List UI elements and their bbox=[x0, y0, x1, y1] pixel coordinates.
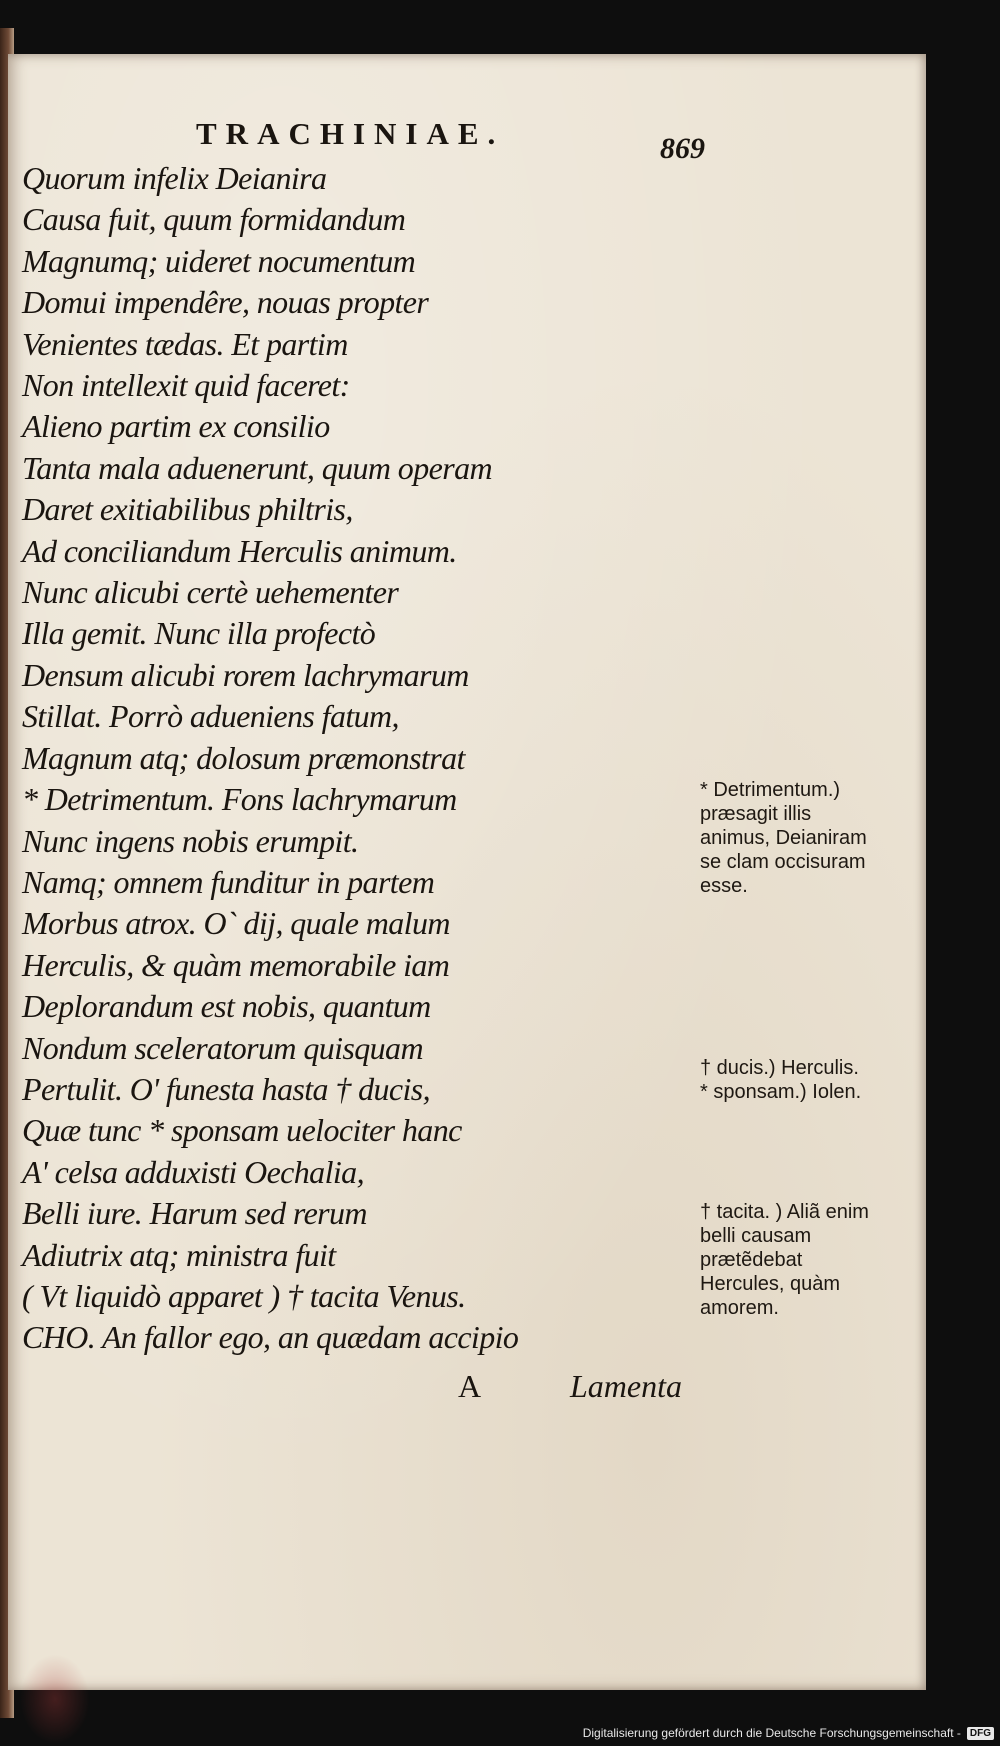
marginal-note: † ducis.) Herculis. * sponsam.) Iolen. bbox=[700, 1057, 862, 1103]
verse-line: Ad conciliandum Herculis animum. bbox=[22, 532, 457, 569]
verse-line: CHO. An fallor ego, an quædam accipio bbox=[22, 1319, 519, 1356]
verse-line: Morbus atrox. O` dij, quale malum bbox=[22, 905, 450, 942]
verse-line: Stillat. Porrò adueniens fatum, bbox=[22, 698, 399, 735]
marginal-note: † tacita. ) Aliã enim belli causam prætẽdebat Hercules, quàm amorem. bbox=[700, 1201, 869, 1319]
verse-line: Namq; omnem funditur in partem bbox=[22, 863, 435, 900]
page-stain bbox=[20, 1654, 90, 1744]
dfg-logo: DFG bbox=[967, 1727, 994, 1740]
verse-line: A' celsa adduxisti Oechalia, bbox=[22, 1153, 364, 1190]
folio-number: 869 bbox=[660, 132, 705, 165]
verse-line: Causa fuit, quum formidandum bbox=[22, 201, 406, 238]
verse-line: Daret exitiabilibus philtris, bbox=[22, 491, 353, 528]
verse-line: Densum alicubi rorem lachrymarum bbox=[22, 656, 469, 693]
marginal-note: * Detrimentum.) præsagit illis animus, Deianiram se clam occisuram esse. bbox=[700, 779, 867, 897]
verse-line: Herculis, & quàm memorabile iam bbox=[22, 946, 450, 983]
digitization-credit bbox=[583, 1726, 994, 1740]
verse-line: Belli iure. Harum sed rerum bbox=[22, 1195, 367, 1232]
verse-line: Magnum atq; dolosum præmonstrat bbox=[22, 739, 465, 776]
verse-line: Alieno partim ex consilio bbox=[22, 408, 330, 445]
verse-line: Nunc alicubi certè uehementer bbox=[22, 574, 399, 611]
verse-line: Illa gemit. Nunc illa profectò bbox=[22, 615, 376, 652]
verse-line: Nondum sceleratorum quisquam bbox=[22, 1029, 423, 1066]
signature-mark: A bbox=[458, 1368, 482, 1404]
verse-line: Non intellexit quid faceret: bbox=[22, 367, 350, 404]
verse-line: ( Vt liquidò apparet ) † tacita Venus. bbox=[22, 1277, 466, 1314]
verse-line: Quæ tunc * sponsam uelociter hanc bbox=[22, 1112, 462, 1149]
verse-line: Venientes tædas. Et partim bbox=[22, 325, 348, 362]
verse-line: Adiutrix atq; ministra fuit bbox=[22, 1236, 336, 1273]
verse-line: Pertulit. O' funesta hasta † ducis, bbox=[22, 1070, 431, 1107]
verse-line: Deplorandum est nobis, quantum bbox=[22, 988, 431, 1025]
running-head: TRACHINIAE. bbox=[196, 116, 505, 151]
verse-line: Tanta mala aduenerunt, quum operam bbox=[22, 449, 492, 486]
verse-text bbox=[22, 158, 582, 1359]
verse-line: Quorum infelix Deianira bbox=[22, 160, 327, 196]
verse-line: Nunc ingens nobis erumpit. bbox=[22, 822, 359, 859]
verse-line: Magnumq; uideret nocumentum bbox=[22, 242, 416, 279]
verse-line: * Detrimentum. Fons lachrymarum bbox=[22, 781, 457, 818]
verse-line: Domui impendêre, nouas propter bbox=[22, 284, 429, 321]
catchword: Lamenta bbox=[570, 1368, 682, 1404]
credit-text: Digitalisierung gefördert durch die Deutsche Forschungsgemeinschaft - bbox=[582, 1726, 961, 1740]
